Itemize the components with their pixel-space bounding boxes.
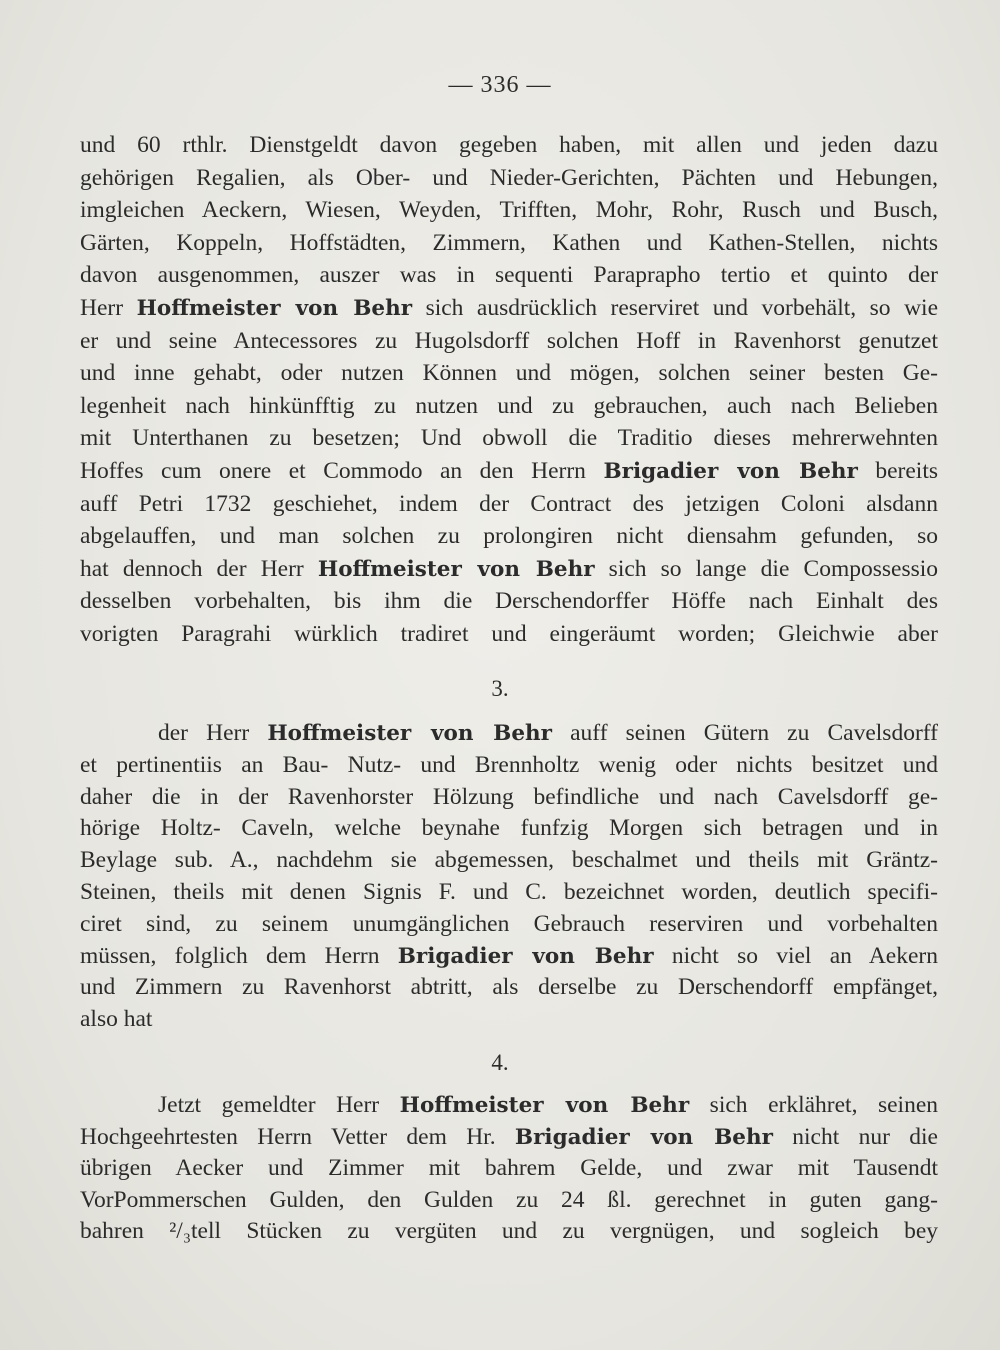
section-3-number: 3. <box>491 676 509 701</box>
text-line: Steinen, theils mit denen Signis F. und C. bezeichnet worden, deutlich specifi- <box>80 879 938 905</box>
text-line: er und seine Antecessores zu Hugolsdorff solchen Hoff in Ravenhorst genutzet <box>80 327 938 354</box>
text-run: sich so lange die Compossessio <box>594 555 939 582</box>
text-line: ciret sind, zu seinem unumgänglichen Gebrauch reserviren und vorbehalten <box>80 910 938 937</box>
text-run: nicht nur die <box>772 1123 938 1150</box>
text-line: daher die in der Ravenhorster Hölzung befindliche und nach Cavelsdorff ge- <box>80 783 938 810</box>
emphasized-name: Hoffmeister von Behr <box>399 1093 690 1118</box>
emphasized-name: Brigadier von Behr <box>397 943 654 969</box>
text-line <box>80 1090 938 1121</box>
text-run: nicht so viel an Aekern <box>653 942 938 969</box>
text-run: auff seinen Gütern zu Cavelsdorff <box>552 720 938 746</box>
text-run: hat dennoch der Herr <box>80 555 318 582</box>
text-line <box>80 941 938 972</box>
text-line: davon ausgenommen, auszer was in sequenti Paraprapho tertio et quinto der <box>80 262 938 289</box>
text-run: Hoffes cum onere et Commodo an den Herrn <box>80 458 604 484</box>
emphasized-name: Hoffmeister von Behr <box>136 296 413 321</box>
text-run: sich ausdrücklich reserviret und vorbehält, so wie <box>412 295 938 321</box>
text-line: also hat <box>80 1006 153 1033</box>
emphasized-name: Hoffmeister von Behr <box>317 556 595 582</box>
text-line: hörige Holtz- Caveln, welche beynahe funfzig Morgen sich betragen und in <box>80 815 938 842</box>
text-line: VorPommerschen Gulden, den Gulden zu 24 ßl. gerechnet in guten gang- <box>80 1186 938 1213</box>
text-line <box>80 554 938 585</box>
text-run: Hochgeehrtesten Herrn Vetter dem Hr. <box>80 1123 515 1150</box>
text-line: vorigten Paragrahi würklich tradiret und eingeräumt worden; Gleichwie aber <box>80 621 938 647</box>
text-line: imgleichen Aeckern, Wiesen, Weyden, Trifften, Mohr, Rohr, Rusch und Busch, <box>80 197 938 224</box>
text-line <box>80 718 938 749</box>
emphasized-name: Hoffmeister von Behr <box>267 721 552 746</box>
text-line <box>80 293 938 324</box>
text-line: Gärten, Koppeln, Hoffstädten, Zimmern, Kathen und Kathen-Stellen, nichts <box>80 229 938 256</box>
text-line: und Zimmern zu Ravenhorst abtritt, als derselbe zu Derschendorff empfänget, <box>80 974 938 1001</box>
emphasized-name: Brigadier von Behr <box>603 459 858 484</box>
text-line: abgelauffen, und man solchen zu prolongiren nicht diensahm gefunden, so <box>80 523 938 550</box>
text-line: et pertinentiis an Bau- Nutz- und Brennholtz wenig oder nichts besitzet und <box>80 751 938 778</box>
text-line: desselben vorbehalten, bis ihm die Derschendorffer Höffe nach Einhalt des <box>80 588 938 615</box>
page-number: — 336 — <box>448 72 552 98</box>
text-run: der Herr <box>158 720 268 746</box>
text-line: bahren ²/₃tell Stücken zu vergüten und zu vergnügen, und sogleich bey <box>80 1218 938 1245</box>
text-line <box>80 1122 938 1153</box>
text-run: Jetzt gemeldter Herr <box>158 1092 400 1118</box>
text-line: Beylage sub. A., nachdehm sie abgemessen, beschalmet und theils mit Gräntz- <box>80 847 938 874</box>
text-line: und inne gehabt, oder nutzen Können und mögen, solchen seiner besten Ge- <box>80 360 938 387</box>
text-run: Herr <box>80 295 137 321</box>
emphasized-name: Brigadier von Behr <box>514 1124 773 1150</box>
text-line <box>80 456 938 487</box>
text-line: übrigen Aecker und Zimmer mit bahrem Gelde, und zwar mit Tausendt <box>80 1155 938 1182</box>
text-run: müssen, folglich dem Herrn <box>80 942 398 969</box>
text-line: und 60 rthlr. Dienstgeldt davon gegeben haben, mit allen und jeden dazu <box>80 132 938 158</box>
text-run: sich erklähret, seinen <box>689 1092 939 1118</box>
text-line: auff Petri 1732 geschiehet, indem der Contract des jetzigen Coloni alsdann <box>80 490 938 517</box>
text-line: legenheit nach hinkünfftig zu nutzen und zu gebrauchen, auch nach Belieben <box>80 392 938 419</box>
text-run: bereits <box>857 458 939 484</box>
text-line: gehörigen Regalien, als Ober- und Nieder-Gerichten, Pächten und Hebungen, <box>80 164 938 191</box>
text-line: mit Unterthanen zu besetzen; Und obwoll die Traditio dieses mehrerwehnten <box>80 425 938 452</box>
section-4-number: 4. <box>491 1050 509 1075</box>
